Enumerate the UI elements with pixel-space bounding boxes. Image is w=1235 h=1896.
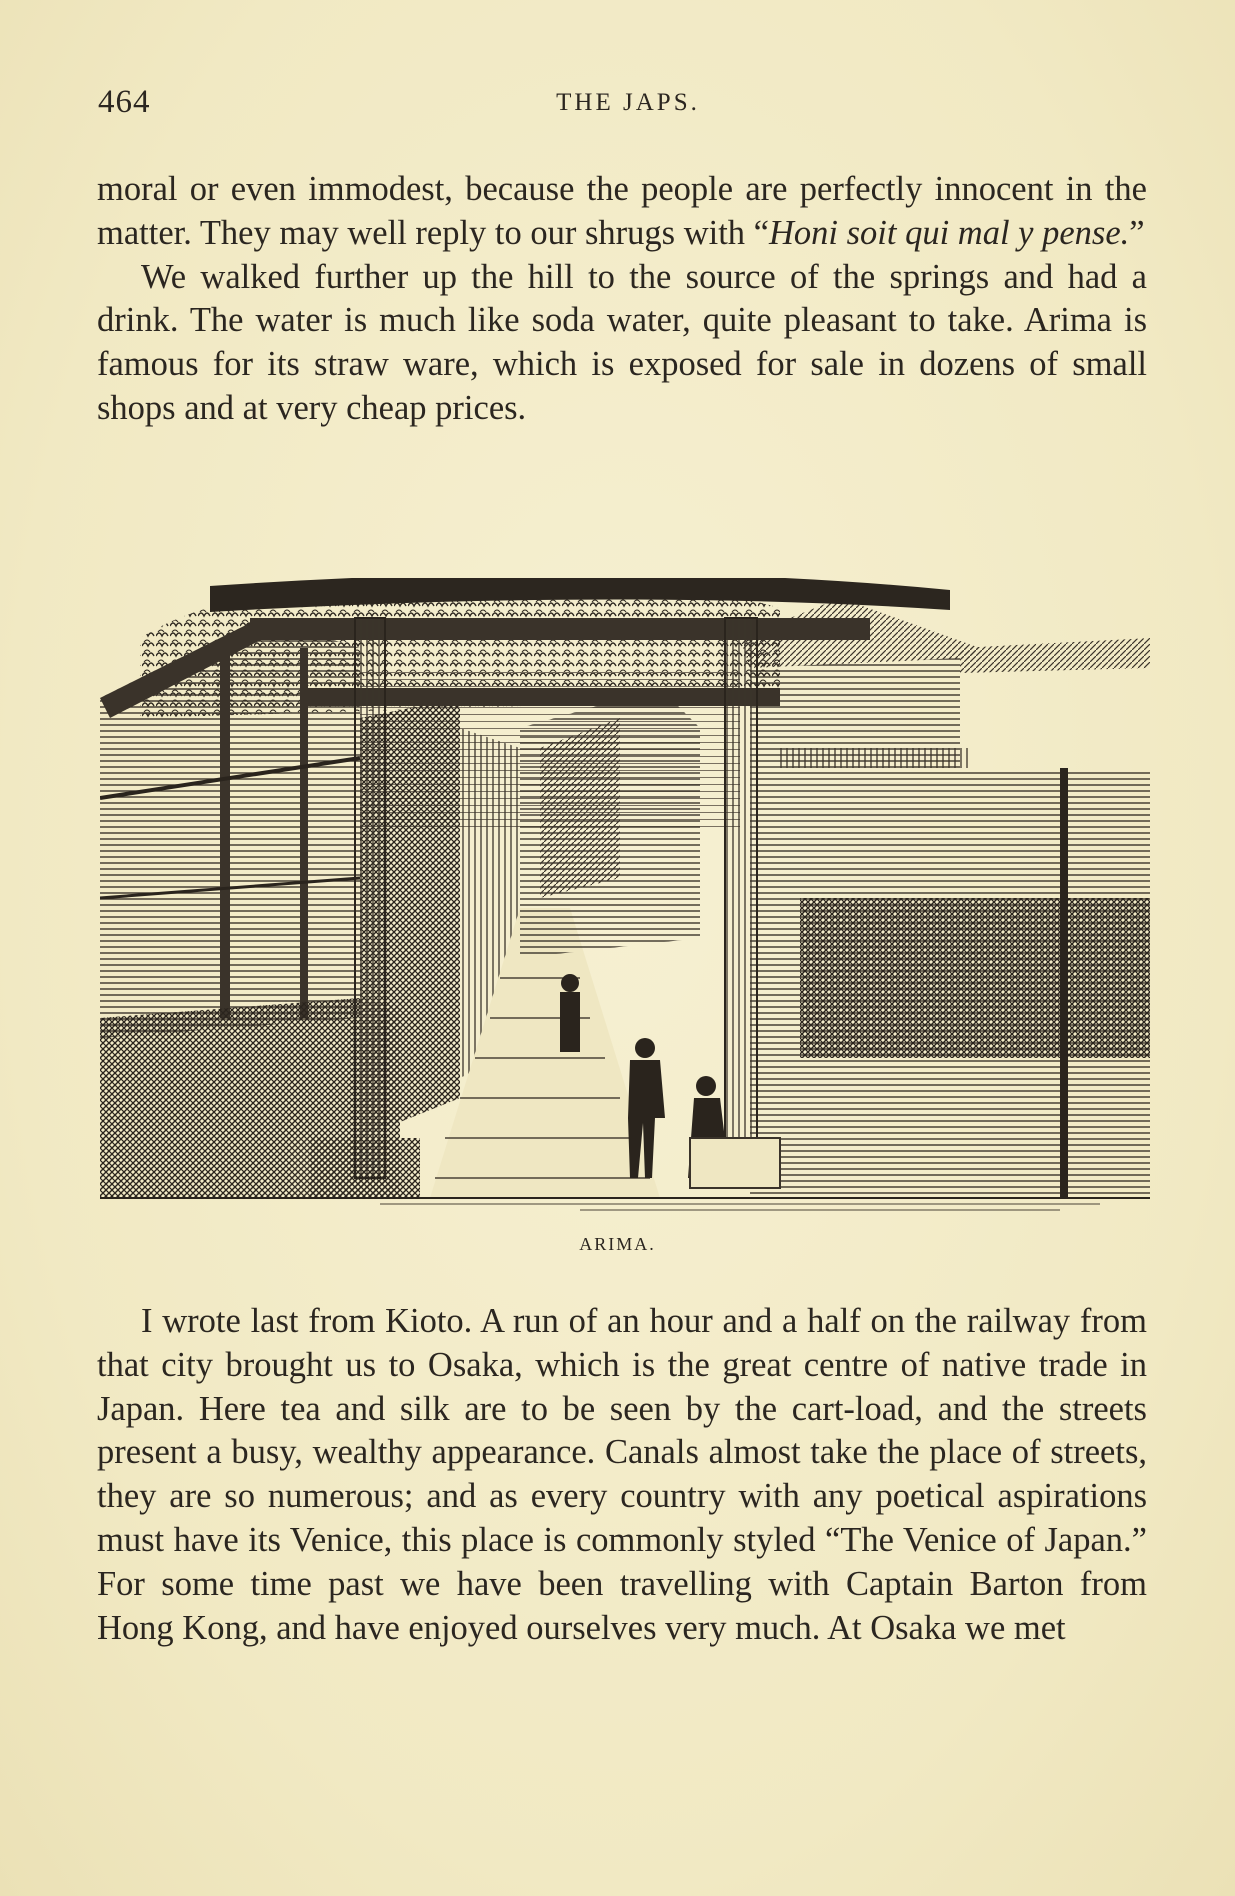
bottom-text-block <box>97 1300 1147 1650</box>
top-text-block <box>97 168 1147 431</box>
paragraph-osaka: I wrote last from Kioto. A run of an hour and a half on the railway from that city brought us to Osaka, which is the great centre of native trade in Japan. Here tea and silk are to be seen by the cart-load, and the streets present a busy, wealthy appearance. Canals almost take the place of streets, they are so numerous; and as every country with any poetical aspirations must have its Venice, this place is commonly styled “The Venice of Japan.” For some time past we have been travelling with Captain Barton from Hong Kong, and have enjoyed ourselves very much. At Osaka we met <box>97 1302 1147 1647</box>
paragraph-text-end: ” <box>1129 213 1145 252</box>
italic-quote: Honi soit qui mal y pense. <box>768 213 1130 252</box>
paragraph-springs: We walked further up the hill to the source of the springs and had a drink. The water is much like soda water, quite pleasant to take. Arima is famous for its straw ware, which is exposed for sale in dozens of small shops and at very cheap prices. <box>97 257 1147 427</box>
arima-engraving <box>100 578 1150 1218</box>
page-number: 464 <box>98 84 151 120</box>
engraving-illustration <box>100 578 1150 1218</box>
running-title: THE JAPS. <box>556 89 700 116</box>
paragraph-continued <box>97 168 1147 256</box>
figure-caption: ARIMA. <box>579 1234 656 1254</box>
paragraph-text: moral or even immodest, because the people are perfectly innocent in the matter. They may well reply to our shrugs with “ <box>97 170 1147 252</box>
running-head <box>98 84 1158 124</box>
